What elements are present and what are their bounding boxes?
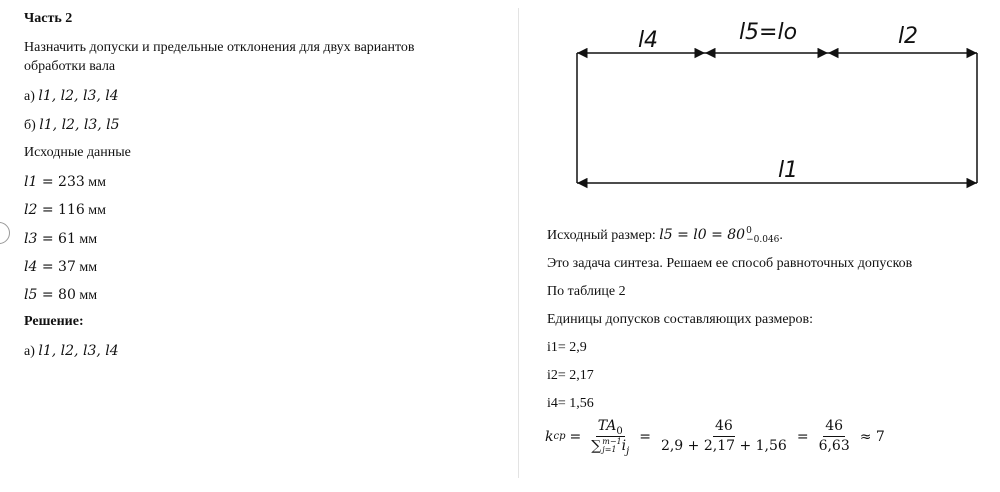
frac2-num: 46	[713, 418, 735, 437]
unit-label: i4	[547, 396, 558, 411]
frac3-num: 46	[823, 418, 845, 437]
solution-title: Решение:	[24, 314, 84, 329]
fraction-2	[659, 418, 789, 455]
dimension-name: l1	[24, 174, 38, 190]
solution-variant-a	[24, 342, 119, 361]
dimension-row: l5 = 80 мм	[24, 287, 98, 303]
solution-a-chain: l1, l2, l3, l4	[38, 343, 119, 359]
source-size-upper: 0	[746, 225, 752, 236]
unit-row: i2= 2,17	[547, 368, 594, 383]
variant-a	[24, 87, 119, 106]
dimension-row: l3 = 61 мм	[24, 231, 98, 247]
dimension-unit: мм	[79, 288, 98, 303]
variant-b-chain: l1, l2, l3, l5	[39, 117, 120, 133]
source-size-expr: l5 = l0 = 80	[659, 227, 746, 243]
l5-label: l5=lo	[738, 20, 798, 45]
frac1-num: TA	[597, 418, 617, 434]
source-size: Исходный размер: l5 = l0 = 80 0 −0.046 .	[547, 225, 783, 245]
variant-b-label: б)	[24, 118, 36, 133]
dimension-row: l2 = 116 мм	[24, 202, 106, 218]
l1-label: l1	[777, 158, 799, 183]
frac1-den-lower: j=1	[602, 445, 617, 454]
task-line-2: обработки вала	[24, 59, 116, 74]
frac1-den-upper: m−1	[602, 437, 622, 446]
column-divider	[518, 8, 519, 478]
dimension-value: 80	[58, 287, 76, 303]
unit-value: 1,56	[569, 396, 594, 411]
frac1-den: ∑	[591, 438, 602, 454]
frac3-den: 6,63	[818, 438, 850, 454]
source-data-title: Исходные данные	[24, 145, 131, 160]
unit-row: i1= 2,9	[547, 340, 587, 355]
unit-label: i1	[547, 340, 558, 355]
l2-label: l2	[897, 24, 919, 49]
formula-result: ≈ 7	[859, 428, 885, 445]
page-edge-handle[interactable]	[0, 222, 10, 244]
dimension-name: l4	[24, 259, 38, 275]
unit-value: 2,17	[569, 368, 594, 383]
unit-row: i4= 1,56	[547, 396, 594, 411]
part-heading: Часть 2	[24, 11, 73, 26]
l4-label: l4	[637, 28, 659, 53]
frac1-den-var: i	[621, 438, 627, 454]
dimension-row: l4 = 37 мм	[24, 259, 98, 275]
dimension-name: l2	[24, 202, 38, 218]
source-size-lower: −0.046	[746, 234, 780, 245]
solution-a-label: а)	[24, 344, 35, 359]
dimension-row: l1 = 233 мм	[24, 174, 106, 190]
dimension-unit: мм	[88, 175, 106, 190]
task-line-1: Назначить допуски и предельные отклонения для двух вариантов	[24, 40, 415, 55]
synthesis-text: Это задача синтеза. Решаем ее способ равноточных допусков	[547, 256, 913, 271]
table-ref: По таблице 2	[547, 284, 626, 299]
unit-value: 2,9	[569, 340, 587, 355]
dimension-name: l3	[24, 231, 38, 247]
dimension-unit: мм	[79, 260, 98, 275]
dimension-value: 37	[58, 259, 76, 275]
dimension-chain-diagram	[560, 15, 990, 195]
kcp-formula: k ср = $TA_0$ ∑ m−1 j=1 $i_j$ = $\frac{46}{2,9 + 2,17 + 1,56}$ = $\frac{46}{6,63}$ ≈ 7	[545, 418, 885, 457]
variant-a-label: а)	[24, 89, 35, 104]
dimension-name: l5	[24, 287, 38, 303]
fraction-3	[817, 418, 852, 455]
dimension-unit: мм	[79, 232, 98, 247]
frac1-num-sub: 0	[616, 425, 623, 437]
fraction-1	[589, 418, 631, 455]
formula-lhs: k	[545, 428, 554, 445]
dimension-value: 233	[58, 174, 85, 190]
frac1-den-var-sub: j	[626, 445, 630, 457]
units-title: Единицы допусков составляющих размеров:	[547, 312, 814, 327]
dimension-unit: мм	[88, 203, 106, 218]
variant-b	[24, 116, 120, 135]
source-size-label: Исходный размер:	[547, 228, 656, 243]
dimension-value: 116	[58, 202, 85, 218]
frac2-den: 2,9 + 2,17 + 1,56	[660, 438, 787, 454]
variant-a-chain: l1, l2, l3, l4	[38, 88, 119, 104]
unit-label: i2	[547, 368, 558, 383]
dimension-value: 61	[58, 231, 76, 247]
